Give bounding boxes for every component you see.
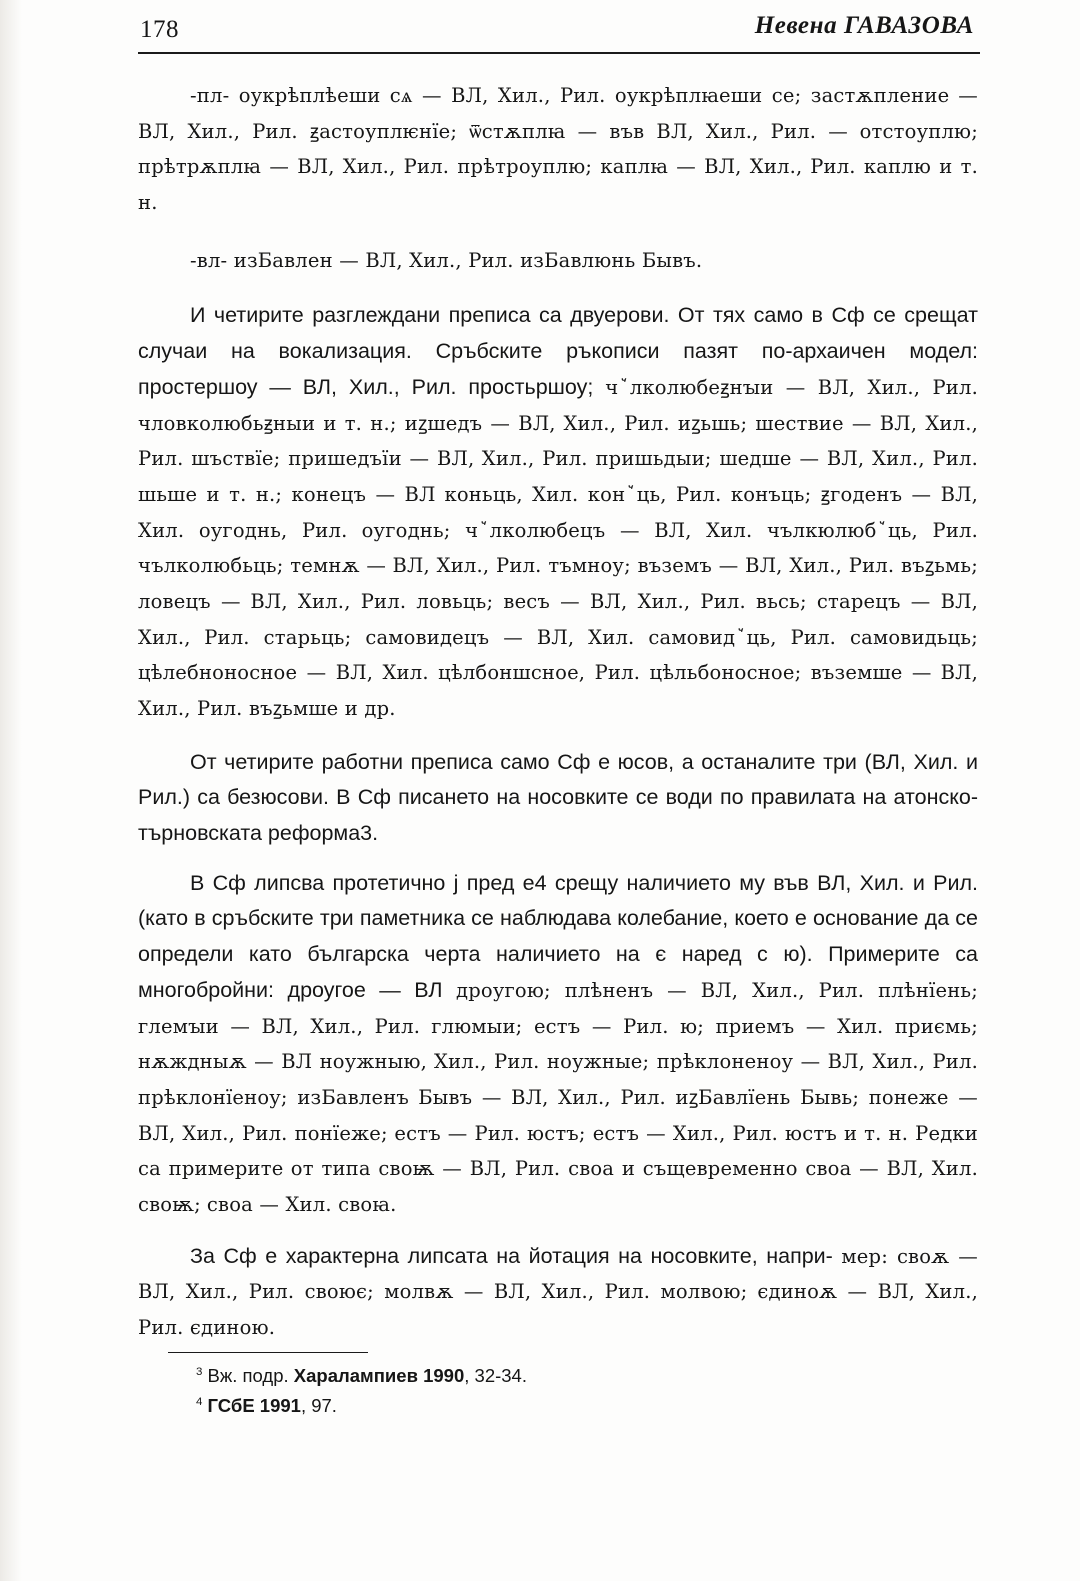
ocs-run: — ВЛ, Хил., Рил. ꙃастоуплѥнїе; ѿстѫплꙗ — във ВЛ, Хил., Рил. — bbox=[138, 84, 978, 143]
text-run: От четирите работни преписа само Сф е юсов, а останалите bbox=[190, 749, 816, 774]
paragraph-jotacia bbox=[138, 1239, 978, 1346]
text-run: колебание, което е основание да се определи като българска черта bbox=[138, 906, 978, 967]
ocs-run: глюмыи; естъ — Рил. ю; приемъ — Хил. приємь; нѫждныѫ — ВЛ ноужныю, bbox=[138, 1014, 978, 1074]
ocs-run: своа — Хил. своꙗ. bbox=[206, 1192, 397, 1216]
footnote-marker: 4 bbox=[196, 1396, 203, 1409]
paragraph-dveerovi bbox=[138, 298, 978, 726]
text-run: Хил. и Рил. (като в сръбските три паметника се наблюдава bbox=[138, 870, 978, 931]
header-divider bbox=[138, 52, 980, 54]
running-head bbox=[118, 0, 980, 62]
text-run: И четирите разглеждани преписа са двуерови. От тях само в bbox=[190, 303, 823, 328]
paragraph-jusov bbox=[138, 745, 978, 852]
ocs-run: Хил., Рил. пришьдыи; шедше — ВЛ, Хил., Рил. шьше и т. н.; конецъ — ВЛ bbox=[138, 447, 978, 506]
ocs-run: Бывъ — ВЛ, Хил., Рил. иꙁБавлїень Бывь; понеже — ВЛ, Хил., Рил. понїеже; bbox=[138, 1085, 978, 1145]
paragraph-vl bbox=[138, 243, 978, 279]
footnote-4 bbox=[138, 1393, 978, 1419]
ocs-run: коньць, Хил. конꙿць, Рил. конъць; ꙃгоденъ — ВЛ, Хил. оугоднь, Рил. bbox=[138, 482, 978, 542]
paragraph-protetichno bbox=[138, 866, 978, 1223]
text-run: по-архаичен модел: простершоу — ВЛ, Хил., Рил. простьршоу; bbox=[138, 339, 978, 399]
scan-edge bbox=[0, 0, 22, 1581]
text-run: наличието на є наред с ю). Примерите са многобройни: дроугое — ВЛ bbox=[138, 942, 978, 1002]
ocs-run: Рил. каплю и т. н. bbox=[138, 155, 978, 215]
page-number: 178 bbox=[140, 16, 179, 43]
text-run: Сф се срещат случаи на вокализация. Сръбските ръкописи пазят bbox=[138, 303, 978, 364]
footnote-area bbox=[138, 1352, 978, 1424]
ocs-run: -вл- изБавлен — ВЛ, Хил., Рил. изБавлюнь Бывъ. bbox=[190, 248, 703, 272]
ocs-run: Хил., Рил. иꙁьшь; шествие — ВЛ, Хил., Рил. шъствїе; пришедъїи — ВЛ, bbox=[138, 411, 978, 471]
footnote-divider bbox=[168, 1352, 368, 1353]
ocs-run: дроугою; плѣненъ — ВЛ, Хил., Рил. плѣнїень; глемꙑи — ВЛ, Хил., Рил. bbox=[138, 978, 978, 1038]
footnote-pages: , 97. bbox=[300, 1395, 337, 1417]
ocs-run: Рил. старьць; самовидецъ — ВЛ, Хил. самовидꙿць, Рил. самовидьць; bbox=[204, 625, 978, 649]
ocs-run: цѣлебноносное — ВЛ, Хил. цѣлбоншсное, Рил. цѣльбоносное; въземше — bbox=[138, 661, 932, 685]
paragraph-pl bbox=[138, 78, 978, 221]
ocs-run: Хил., Рил. ноужные; прѣклоненоу — ВЛ, Хил., Рил. прѣклонїеноу; изБавленъ bbox=[138, 1050, 978, 1109]
text-run: три (ВЛ, Хил. и Рил.) са безюсови. В Сф писането на носовките се bbox=[138, 749, 978, 810]
ocs-run: ВЛ, Хил., Рил. тъмноу; въземъ — ВЛ, Хил., Рил. въꙁьмь; ловецъ — bbox=[138, 554, 978, 613]
ocs-run: -пл- оукрѣплѣеши сѧ — ВЛ, Хил., Рил. оукрѣплꙗеши се; застѫпление bbox=[190, 84, 950, 107]
ocs-run: от типа своѭ — ВЛ, Рил. своа и същевременно своа — ВЛ, Хил. своѭ; bbox=[138, 1157, 978, 1216]
footnote-3 bbox=[138, 1363, 978, 1389]
running-head-author: Невена ГАВАЗОВА bbox=[754, 12, 974, 39]
ocs-run: ВЛ, Хил., Рил. ловьць; весъ — ВЛ, Хил., Рил. вьсь; старецъ — ВЛ, Хил., bbox=[138, 589, 978, 649]
ocs-run: естъ — Рил. юстъ; естъ — Хил., Рил. юстъ и т. н. Редки са примерите bbox=[138, 1121, 978, 1181]
footnote-source: ГСбЕ 1991 bbox=[207, 1395, 301, 1417]
footnote-text: Вж. подр. bbox=[207, 1365, 294, 1386]
footnote-source: Харалампиев 1990 bbox=[293, 1365, 465, 1386]
footnote-pages: , 32-34. bbox=[464, 1365, 527, 1386]
ocs-run: єдиноѫ — ВЛ, Хил., Рил. єдиною. bbox=[138, 1280, 978, 1339]
ocs-run: оугоднь; чꙿлколюбецъ — ВЛ, Хил. чълкюлюбꙿць, Рил. чълколюбьць; темнѫ — bbox=[138, 518, 979, 578]
footnote-marker: 3 bbox=[196, 1365, 203, 1378]
text-run: води по правилата на атонско-търновската реформа3. bbox=[138, 785, 978, 846]
ocs-run: ВЛ, Хил., Рил. въꙁьмше и др. bbox=[138, 661, 978, 720]
page-content bbox=[118, 0, 980, 1581]
body-text bbox=[138, 78, 978, 1348]
ocs-run: отстоуплю; прѣтрѫплꙗ — ВЛ, Хил., Рил. прѣтроуплю; каплꙗ — ВЛ, Хил., bbox=[138, 119, 978, 179]
text-run: За Сф е характерна липсата на йотация на носовките, напри- bbox=[190, 1243, 833, 1268]
text-run: В Сф липсва протетично ј пред е4 срещу наличието му във ВЛ, bbox=[190, 870, 852, 895]
ocs-run: чꙿлколюбеꙃнꙑи — ВЛ, Хил., Рил. чловколюбьꙃныи и т. н.; иꙁшедъ — ВЛ, bbox=[138, 375, 978, 435]
ocs-run: мер: своѫ — ВЛ, Хил., Рил. своює; молвѫ — ВЛ, Хил., Рил. молвою; bbox=[138, 1244, 978, 1304]
